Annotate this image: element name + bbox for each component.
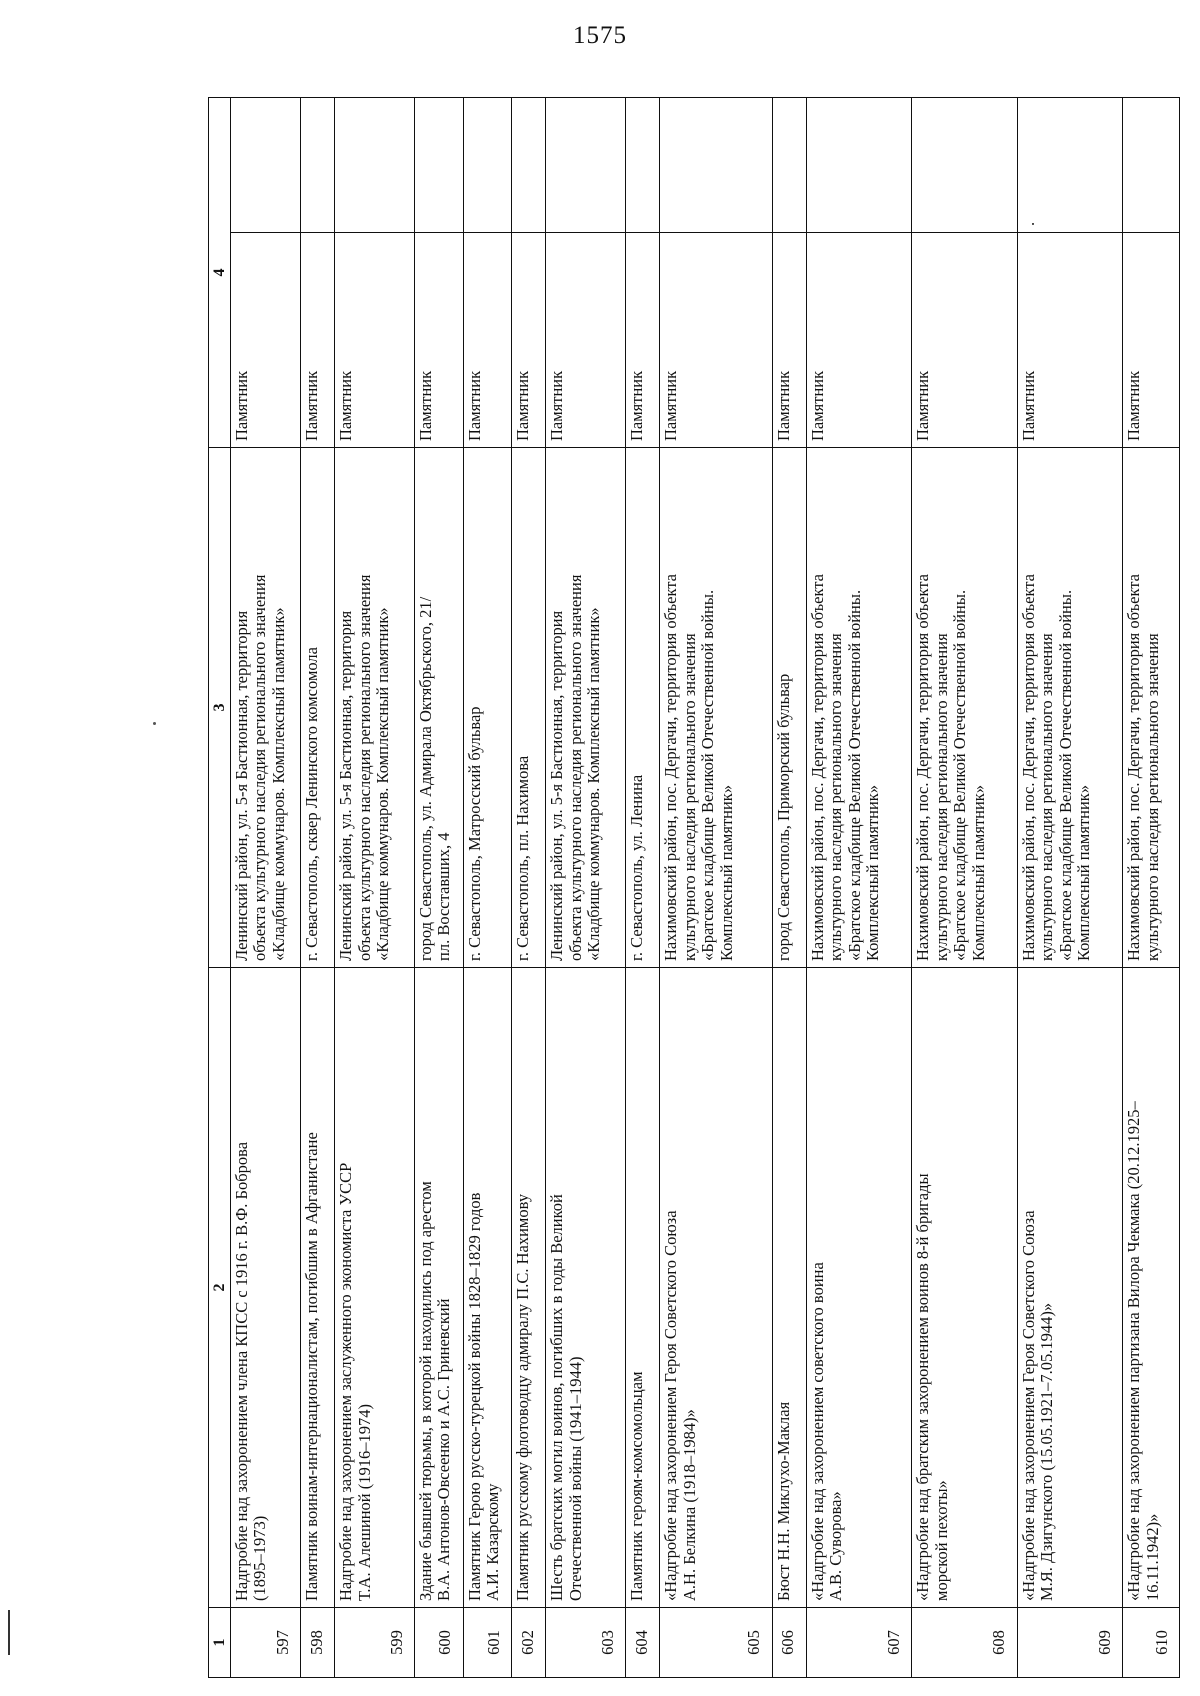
row-number-cell: 608 (912, 1608, 1017, 1678)
object-name-cell: «Надгробие над братским захоронением воинов 8-й бригады морской пехоты» (912, 968, 1017, 1608)
address-cell: Ленинский район, ул. 5-я Бастионная, территория объекта культурного наследия регионального значения «Кладбище коммунаров. Комплексный памятник» (335, 448, 415, 968)
object-type-cell: Памятник (415, 233, 464, 448)
object-name-cell: Бюст Н.Н. Миклухо-Маклая (772, 968, 806, 1608)
object-type-cell: Памятник (463, 233, 512, 448)
row-number-cell: 599 (335, 1608, 415, 1678)
address-cell: г. Севастополь, Матросский бульвар (463, 448, 512, 968)
table-row (300, 98, 334, 1678)
object-name-cell: «Надгробие над захоронением советского воина А.В. Суворова» (806, 968, 911, 1608)
extra-cell (1123, 98, 1180, 233)
object-name-cell: Памятник воинам-интернационалистам, погибшим в Афганистане (300, 968, 334, 1608)
extra-cell (300, 98, 334, 233)
object-type-cell: Памятник (1123, 233, 1180, 448)
address-cell: Ленинский район, ул. 5-я Бастионная, территория объекта культурного наследия регионального значения «Кладбище коммунаров. Комплексный памятник» (546, 448, 626, 968)
object-type-cell: Памятник (912, 233, 1017, 448)
object-name-cell: «Надгробие над захоронением Героя Советского Союза А.Н. Белкина (1918–1984)» (660, 968, 772, 1608)
extra-cell (626, 98, 660, 233)
row-number-cell: 606 (772, 1608, 806, 1678)
rotated-table-wrapper (208, 98, 1180, 1678)
row-number-cell: 609 (1017, 1608, 1122, 1678)
object-name-cell: Памятник русскому флотоводцу адмиралу П.С. Нахимову (512, 968, 546, 1608)
address-cell: г. Севастополь, ул. Ленина (626, 448, 660, 968)
row-number-cell: 602 (512, 1608, 546, 1678)
table-row (660, 98, 772, 1678)
object-name-cell: «Надгробие над захоронением Героя Советского Союза М.Я. Дзигунского (15.05.1921–7.05.1944)» (1017, 968, 1122, 1608)
table-row (912, 98, 1017, 1678)
row-number-cell: 598 (300, 1608, 334, 1678)
row-number-cell: 610 (1123, 1608, 1180, 1678)
table-row (512, 98, 546, 1678)
address-cell: Нахимовский район, пос. Дергачи, территория объекта культурного наследия регионального значения (1123, 448, 1180, 968)
table-body (231, 98, 1180, 1678)
extra-cell (772, 98, 806, 233)
table-row (546, 98, 626, 1678)
row-number-cell: 603 (546, 1608, 626, 1678)
object-type-cell: Памятник (1017, 233, 1122, 448)
table-header-row (209, 98, 231, 1678)
scan-edge-mark (8, 1610, 10, 1655)
object-type-cell: Памятник (335, 233, 415, 448)
extra-cell (546, 98, 626, 233)
object-name-cell: Памятник Герою русско-турецкой войны 1828–1829 годов А.И. Казарскому (463, 968, 512, 1608)
header-col-2: 2 (209, 968, 231, 1608)
extra-cell (806, 98, 911, 233)
extra-cell (512, 98, 546, 233)
object-name-cell: Памятник героям-комсомольцам (626, 968, 660, 1608)
object-name-cell: Надгробие над захоронением заслуженного экономиста УССР Т.А. Алешиной (1916–1974) (335, 968, 415, 1608)
row-number-cell: 600 (415, 1608, 464, 1678)
table-row (1017, 98, 1122, 1678)
address-cell: город Севастополь, ул. Адмирала Октябрьского, 21/ пл. Восставших, 4 (415, 448, 464, 968)
table-row (231, 98, 301, 1678)
extra-cell (231, 98, 301, 233)
extra-cell (912, 98, 1017, 233)
row-number-cell: 597 (231, 1608, 301, 1678)
object-type-cell: Памятник (231, 233, 301, 448)
scan-speck (153, 722, 156, 725)
extra-cell: . (1017, 98, 1122, 233)
object-name-cell: Надгробие над захоронением члена КПСС с 1916 г. В.Ф. Боброва (1895–1973) (231, 968, 301, 1608)
object-name-cell: Шесть братских могил воинов, погибших в годы Великой Отечественной войны (1941–1944) (546, 968, 626, 1608)
address-cell: Нахимовский район, пос. Дергачи, территория объекта культурного наследия регионального значения «Братское кладбище Великой Отечественной войны. Комплексный памятник» (660, 448, 772, 968)
extra-cell (415, 98, 464, 233)
table-row (772, 98, 806, 1678)
object-name-cell: Здание бывшей тюрьмы, в которой находились под арестом В.А. Антонов-Овсеенко и А.С. Гриневский (415, 968, 464, 1608)
table-row (335, 98, 415, 1678)
row-number-cell: 605 (660, 1608, 772, 1678)
object-type-cell: Памятник (512, 233, 546, 448)
table-row (463, 98, 512, 1678)
address-cell: город Севастополь, Приморский бульвар (772, 448, 806, 968)
address-cell: Ленинский район, ул. 5-я Бастионная, территория объекта культурного наследия регионального значения «Кладбище коммунаров. Комплексный памятник» (231, 448, 301, 968)
object-type-cell: Памятник (772, 233, 806, 448)
address-cell: г. Севастополь, сквер Ленинского комсомола (300, 448, 334, 968)
object-type-cell: Памятник (300, 233, 334, 448)
table-row (415, 98, 464, 1678)
header-col-3: 3 (209, 448, 231, 968)
address-cell: Нахимовский район, пос. Дергачи, территория объекта культурного наследия регионального значения «Братское кладбище Великой Отечественной войны. Комплексный памятник» (806, 448, 911, 968)
row-number-cell: 601 (463, 1608, 512, 1678)
object-type-cell: Памятник (806, 233, 911, 448)
object-type-cell: Памятник (546, 233, 626, 448)
extra-cell (335, 98, 415, 233)
monuments-table (208, 97, 1180, 1678)
extra-cell (463, 98, 512, 233)
table-row (1123, 98, 1180, 1678)
page-number: 1575 (573, 22, 627, 49)
address-cell: Нахимовский район, пос. Дергачи, территория объекта культурного наследия регионального значения «Братское кладбище Великой Отечественной войны. Комплексный памятник» (1017, 448, 1122, 968)
table-row (806, 98, 911, 1678)
header-col-4: 4 (209, 98, 231, 448)
object-name-cell: «Надгробие над захоронением партизана Вилора Чекмака (20.12.1925– 16.11.1942)» (1123, 968, 1180, 1608)
object-type-cell: Памятник (660, 233, 772, 448)
table-row (626, 98, 660, 1678)
row-number-cell: 607 (806, 1608, 911, 1678)
object-type-cell: Памятник (626, 233, 660, 448)
address-cell: Нахимовский район, пос. Дергачи, территория объекта культурного наследия регионального значения «Братское кладбище Великой Отечественной войны. Комплексный памятник» (912, 448, 1017, 968)
address-cell: г. Севастополь, пл. Нахимова (512, 448, 546, 968)
extra-cell (660, 98, 772, 233)
header-col-1: 1 (209, 1608, 231, 1678)
row-number-cell: 604 (626, 1608, 660, 1678)
